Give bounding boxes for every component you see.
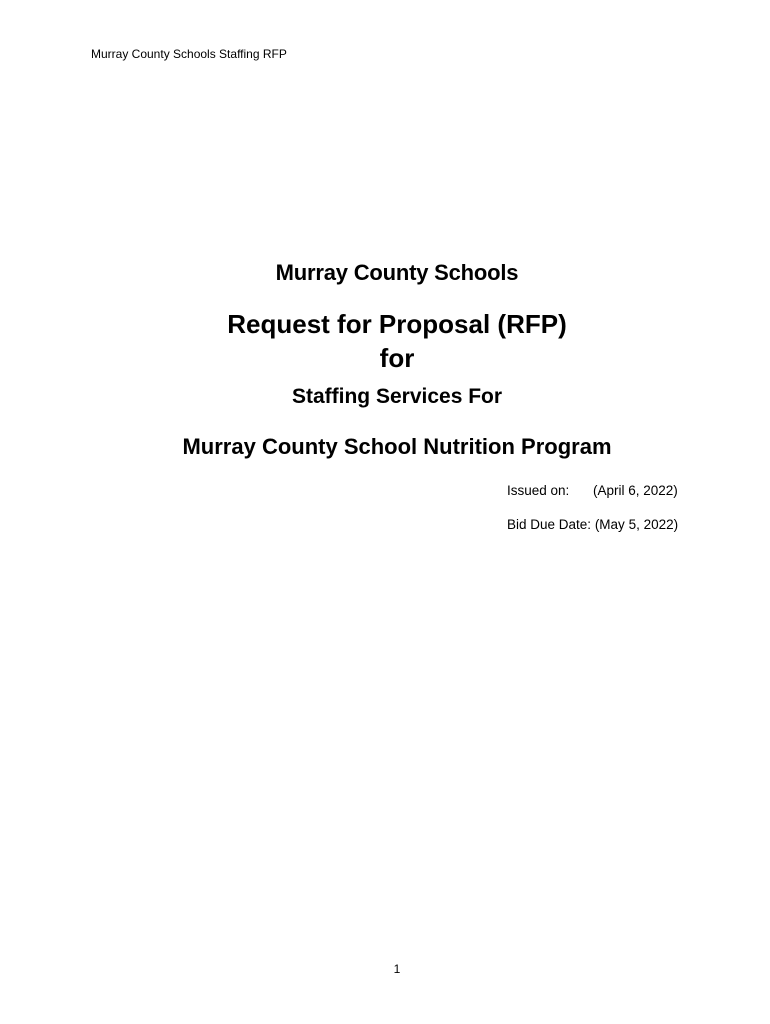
for-connector: for xyxy=(379,343,415,373)
issued-value: (April 6, 2022) xyxy=(593,483,678,498)
issued-label: Issued on: xyxy=(507,483,570,498)
page-number: 1 xyxy=(393,962,401,976)
services-subtitle: Staffing Services For xyxy=(291,385,503,408)
program-subtitle: Murray County School Nutrition Program xyxy=(182,434,612,459)
running-header: Murray County Schools Staffing RFP xyxy=(91,47,287,61)
due-value: (May 5, 2022) xyxy=(594,517,679,532)
due-date-row xyxy=(507,517,678,532)
organization-title: Murray County Schools xyxy=(275,260,519,285)
document-type-title: Request for Proposal (RFP) xyxy=(227,309,567,339)
issued-date-row xyxy=(507,483,678,498)
due-label: Bid Due Date: xyxy=(507,517,592,532)
